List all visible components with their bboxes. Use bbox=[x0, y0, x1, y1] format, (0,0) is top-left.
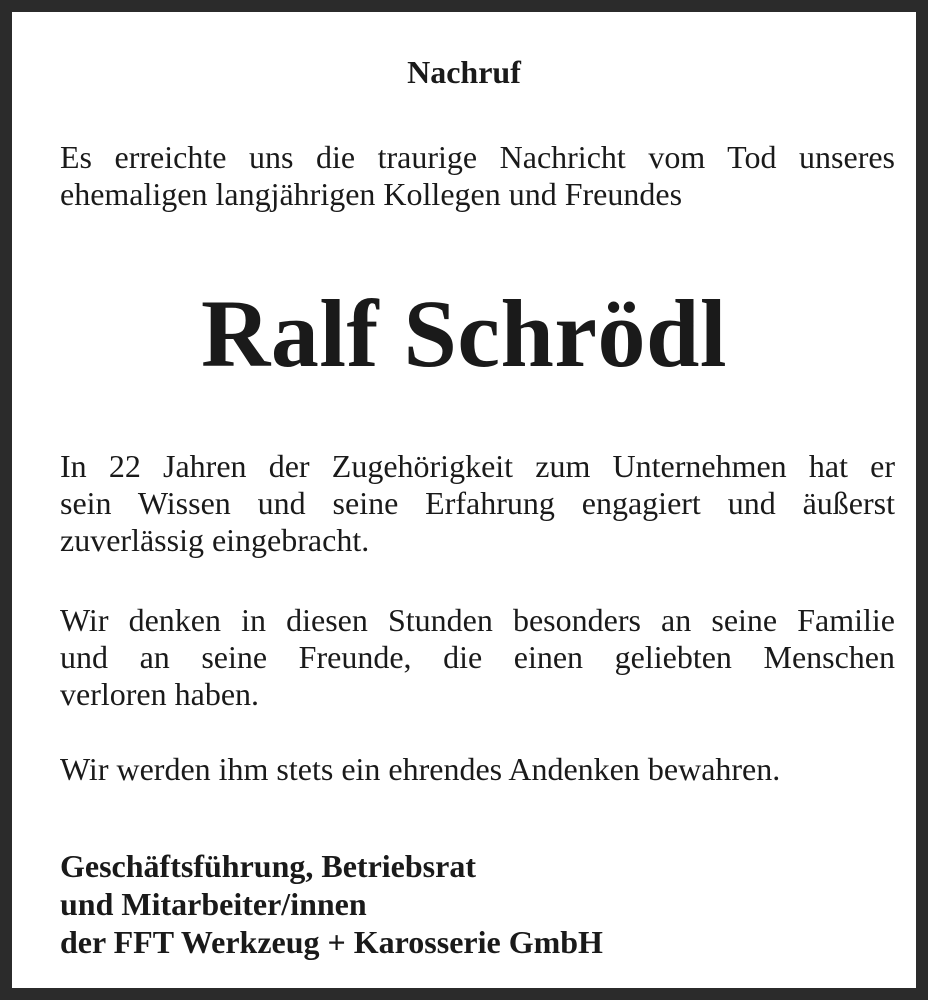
tenure-line: In 22 Jahren der Zugehörigkeit zum Unternehmen hat er bbox=[60, 448, 895, 484]
intro-line: ehemaligen langjährigen Kollegen und Freundes bbox=[60, 176, 683, 212]
deceased-name: Ralf Schrödl bbox=[200, 280, 728, 387]
intro-line: Es erreichte uns die traurige Nachricht vom Tod unseres bbox=[60, 139, 895, 175]
tenure-line: sein Wissen und seine Erfahrung engagiert und äußerst bbox=[60, 485, 895, 521]
tenure-paragraph bbox=[60, 448, 895, 559]
memory-line: Wir werden ihm stets ein ehrendes Andenken bewahren. bbox=[60, 751, 781, 787]
signature-line: Geschäftsführung, Betriebsrat bbox=[60, 848, 476, 884]
intro-paragraph bbox=[60, 139, 895, 213]
signature-line: der FFT Werkzeug + Karosserie GmbH bbox=[60, 924, 603, 960]
signature-line: und Mitarbeiter/innen bbox=[60, 886, 367, 922]
notice-heading: Nachruf bbox=[407, 54, 521, 90]
family-paragraph bbox=[60, 602, 895, 713]
family-line: Wir denken in diesen Stunden besonders an seine Familie bbox=[60, 602, 895, 638]
tenure-line: zuverlässig eingebracht. bbox=[60, 522, 370, 558]
signature-block bbox=[60, 847, 603, 961]
family-line: und an seine Freunde, die einen geliebten Menschen bbox=[60, 639, 895, 675]
memory-paragraph bbox=[60, 751, 895, 788]
family-line: verloren haben. bbox=[60, 676, 260, 712]
